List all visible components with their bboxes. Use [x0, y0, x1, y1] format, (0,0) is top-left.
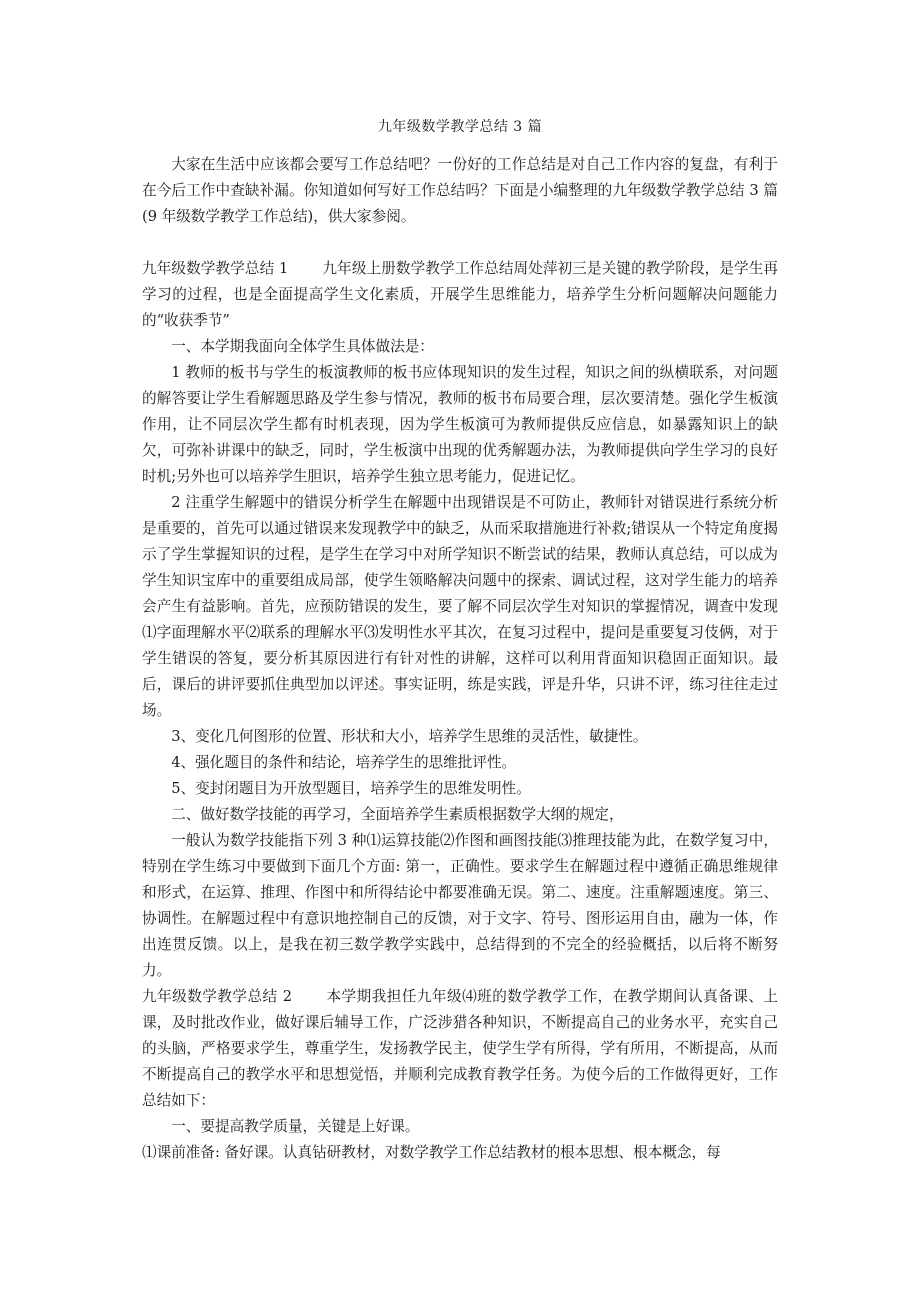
document-title: 九年级数学教学总结 3 篇: [377, 119, 543, 135]
section-1-paragraph: 二、做好数学技能的再学习，全面培养学生素质根据数学大纲的规定，: [171, 806, 624, 823]
section-1-paragraph: 1 教师的板书与学生的板演教师的板书应体现知识的发生过程，知识之间的纵横联系，对问题的解答要让学生看解题思路及学生参与情况，教师的板书布局要合理，层次要清楚。强化学生板演作用，让不同层次学生都有时机表现，因为学生板演可为教师提供反应信息，如暴露知识上的缺欠，可弥补讲课中的缺乏，同时，学生板演中出现的优秀解题办法，为教师提供向学生学习的良好时机;另外也可以培养学生胆识，培养学生独立思考能力，促进记忆。: [142, 364, 778, 485]
section-1-heading: 九年级数学教学总结 1: [142, 260, 289, 277]
section-1-lead: 九年级上册数学教学工作总结周处萍初三是关键的教学阶段，是学生再学习的过程，也是全面提高学生文化素质，开展学生思维能力，培养学生分析问题解决问题能力的“收获季节”: [142, 260, 778, 329]
section-1-paragraph: 一、本学期我面向全体学生具体做法是：: [171, 338, 434, 355]
section-1-paragraph: 2 注重学生解题中的错误分析学生在解题中出现错误是不可防止，教师针对错误进行系统分析是重要的，首先可以通过错误来发现教学中的缺乏，从而采取措施进行补救;错误从一个特定角度揭示了学生掌握知识的过程，是学生在学习中对所学知识不断尝试的结果，教师认真总结，可以成为学生知识宝库中的重要组成局部，使学生领略解决问题中的探索、调试过程，这对学生能力的培养会产生有益影响。首先，应预防错误的发生，要了解不同层次学生对知识的掌握情况，调查中发现 ⑴字面理解水平⑵联系的理解水平⑶发明性水平其次，在复习过程中，提问是重要复习伎俩，对于学生错误的答复，要分析其原因进行有针对性的讲解，这样可以利用背面知识稳固正面知识。最后，课后的讲评要抓住典型加以评述。事实证明，练是实践，评是升华，只讲不评，练习往往走过场。: [142, 494, 778, 719]
section-1-lead-paragraph: [142, 256, 778, 334]
section-1-paragraph: 一般认为数学技能指下列 3 种⑴运算技能⑵作图和画图技能⑶推理技能为此，在数学复习中，特别在学生练习中要做到下面几个方面: 第一，正确性。要求学生在解题过程中遵循正确思维规律和形式，在运算、推理、作图中和所得结论中都要准确无误。第二、速度。注重解题速度。第三、协调性。在解题过程中有意识地控制自己的反馈，对于文字、符号、图形运用自由，融为一体，作出连贯反馈。以上，是我在初三数学教学实践中，总结得到的不完全的经验概括，以后将不断努力。: [142, 832, 778, 979]
section-2-lead-paragraph: [142, 984, 778, 1114]
section-2-lead: 本学期我担任九年级⑷班的数学教学工作，在教学期间认真备课、上课，及时批改作业，做好课后辅导工作，广泛涉猎各种知识，不断提高自己的业务水平，充实自己的头脑，严格要求学生，尊重学生，发扬教学民主，使学生学有所得，学有所用，不断提高，从而不断提高自己的教学水平和思想觉悟，并顺利完成教育教学任务。为使今后的工作做得更好，工作总结如下：: [142, 988, 778, 1109]
section-2-heading: 九年级数学教学总结 2: [142, 988, 292, 1005]
section-2-paragraph: ⑴课前准备: 备好课。认真钻研教材，对数学教学工作总结教材的根本思想、根本概念，每: [142, 1144, 721, 1161]
intro-paragraph: 大家在生活中应该都会要写工作总结吧？一份好的工作总结是对自己工作内容的复盘，有利于在今后工作中查缺补漏。你知道如何写好工作总结吗？下面是小编整理的九年级数学教学总结 3 篇(9 年级数学教学工作总结)，供大家参阅。: [142, 156, 778, 225]
section-2-paragraph: 一、要提高教学质量，关键是上好课。: [171, 1118, 420, 1135]
section-1-paragraph: 4、强化题目的条件和结论，培养学生的思维批评性。: [171, 754, 517, 771]
section-1-paragraph: 3、变化几何图形的位置、形状和大小，培养学生思维的灵活性，敏捷性。: [171, 728, 648, 745]
document-body: [142, 152, 778, 1166]
section-1-paragraph: 5、变封闭题目为开放型题目，培养学生的思维发明性。: [171, 780, 531, 797]
